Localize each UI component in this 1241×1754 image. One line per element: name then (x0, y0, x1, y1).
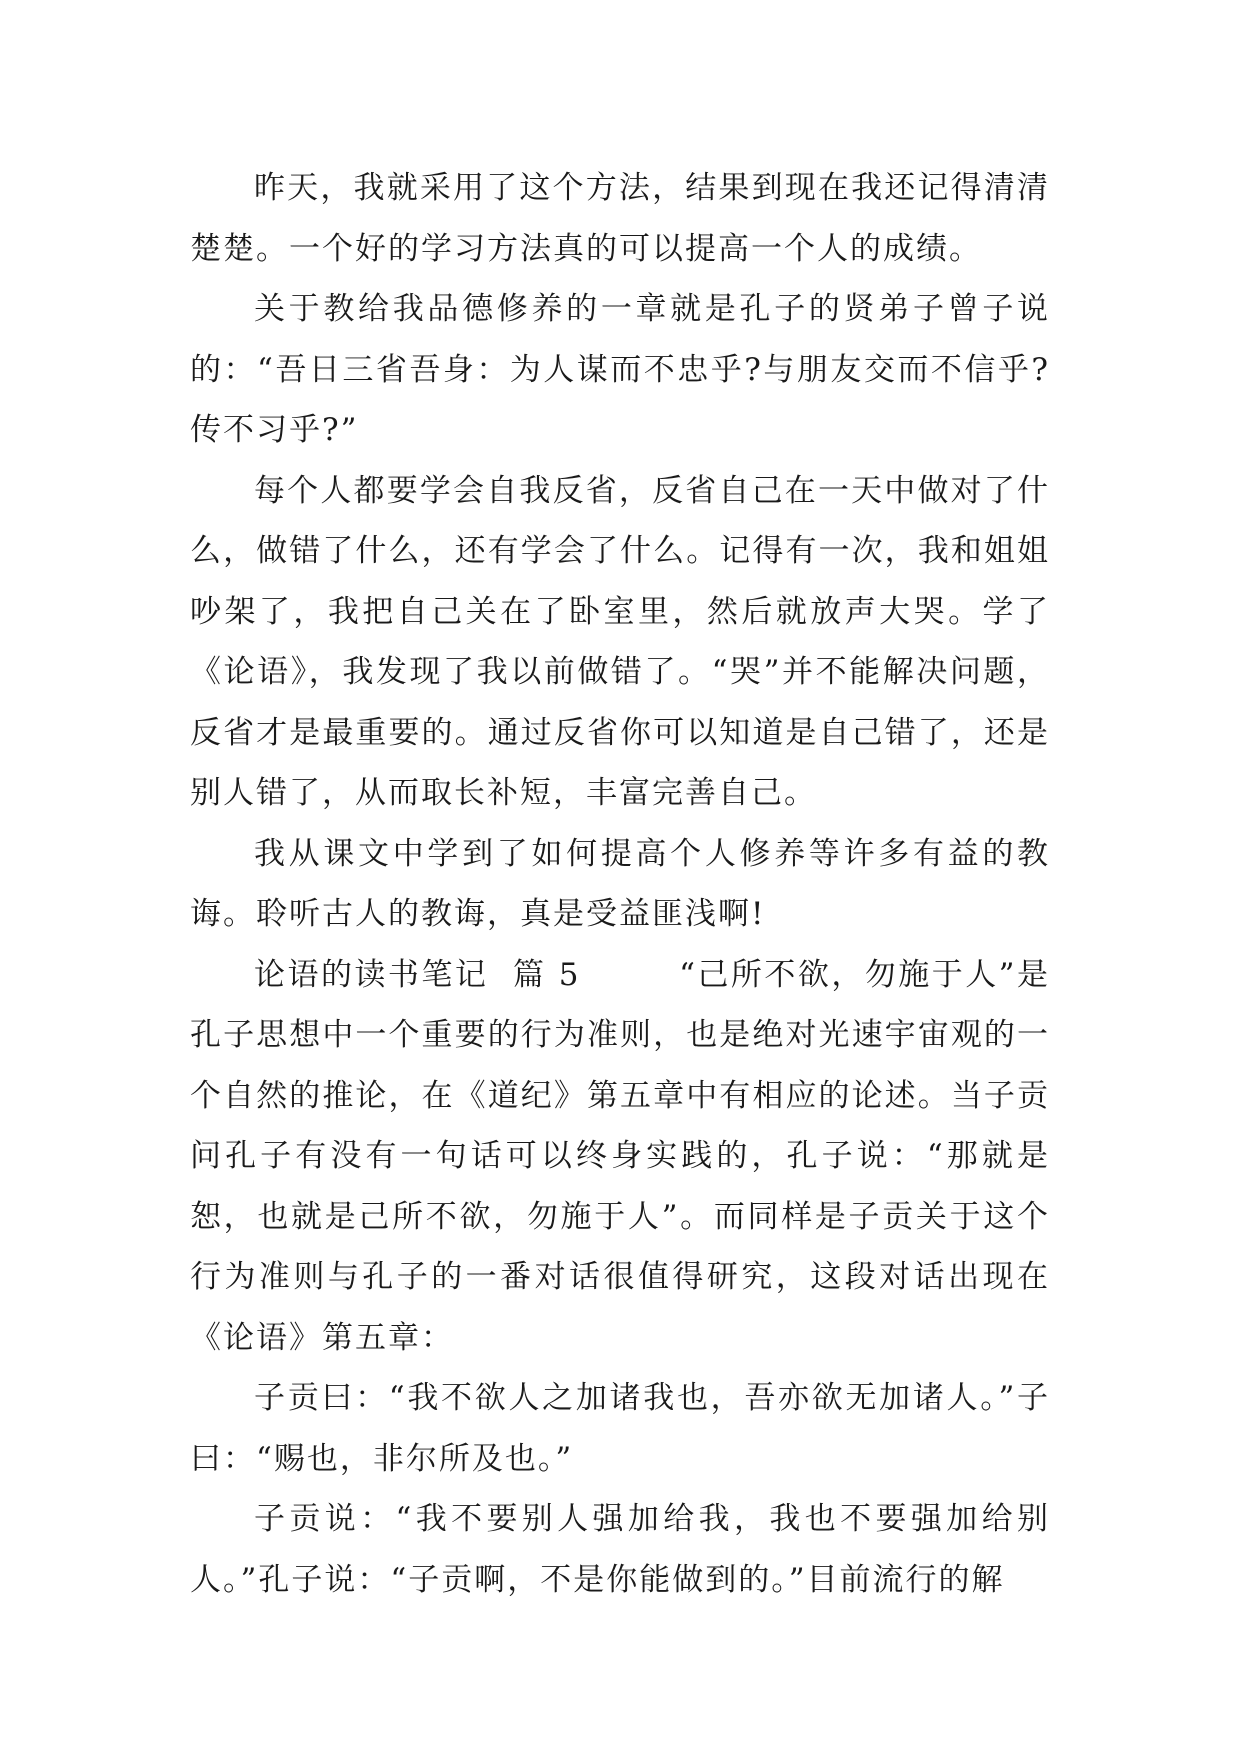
paragraph-4: 我从课文中学到了如何提高个人修养等许多有益的教诲。聆听古人的教诲，真是受益匪浅啊! (190, 835, 1050, 932)
paragraph-3: 每个人都要学会自我反省，反省自己在一天中做对了什么，做错了什么，还有学会了什么。记得有一次，我和姐姐吵架了，我把自己关在了卧室里，然后就放声大哭。学了《论语》，我发现了我以前做错了。“哭”并不能解决问题，反省才是最重要的。通过反省你可以知道是自己错了，还是别人错了，从而取长补短，丰富完善自己。 (190, 472, 1050, 811)
paragraph-7: 子贡说：“我不要别人强加给我，我也不要强加给别人。”孔子说：“子贡啊，不是你能做到的。”目前流行的解 (190, 1501, 1050, 1598)
paragraph-2: 关于教给我品德修养的一章就是孔子的贤弟子曾子说的：“吾日三省吾身：为人谋而不忠乎?与朋友交而不信乎?传不习乎?” (190, 291, 1050, 448)
paragraph-6: 子贡曰：“我不欲人之加诸我也，吾亦欲无加诸人。”子曰：“赐也，非尔所及也。” (190, 1380, 1050, 1477)
paragraph-1: 昨天，我就采用了这个方法，结果到现在我还记得清清楚楚。一个好的学习方法真的可以提高一个人的成绩。 (190, 170, 1050, 267)
body-text (190, 158, 1050, 1610)
paragraph-5: 论语的读书笔记 篇 5 “己所不欲，勿施于人”是孔子思想中一个重要的行为准则，也是绝对光速宇宙观的一个自然的推论，在《道纪》第五章中有相应的论述。当子贡问孔子有没有一句话可以终身实践的，孔子说：“那就是恕，也就是己所不欲，勿施于人”。而同样是子贡关于这个行为准则与孔子的一番对话很值得研究，这段对话出现在《论语》第五章： (190, 956, 1050, 1356)
